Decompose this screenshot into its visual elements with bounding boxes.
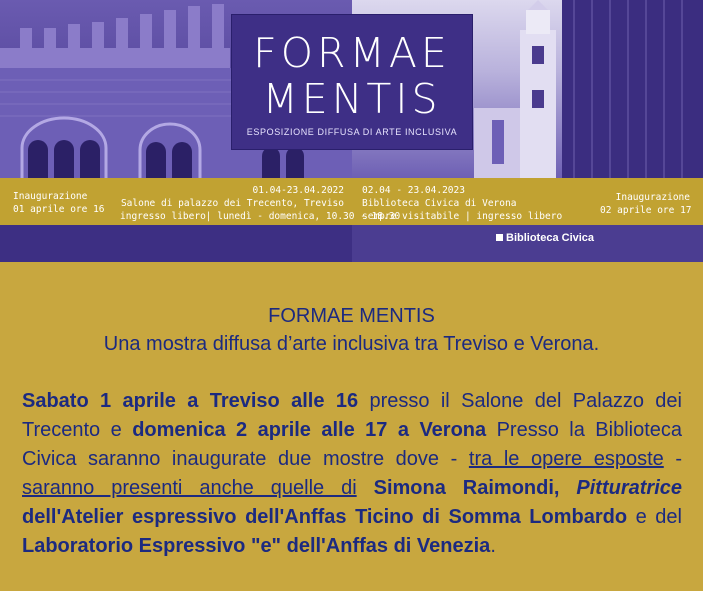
library-sign xyxy=(496,232,594,244)
left-inauguration-label: Inaugurazione xyxy=(13,191,88,202)
verona-venue: Biblioteca Civica di Verona xyxy=(362,198,517,209)
right-inauguration-label: Inaugurazione xyxy=(615,192,690,203)
treviso-hours: ingresso libero| lunedì - domenica, 10.30 - 18.30 xyxy=(120,211,401,222)
para-text-3: - xyxy=(663,448,683,470)
article-title: FORMAE MENTIS xyxy=(268,305,435,327)
title-subtitle: ESPOSIZIONE DIFFUSA DI ARTE INCLUSIVA xyxy=(246,127,458,137)
para-text-1: presso il Salone del Palazzo dei Trecento e xyxy=(22,390,682,441)
atelier-name: dell'Atelier espressivo dell'Anffas Ticino di Somma Lombardo xyxy=(22,506,628,528)
library-sign-text: Biblioteca Civica xyxy=(506,232,595,244)
banner-bottom-left xyxy=(0,225,352,262)
laboratorio-name: Laboratorio Espressivo "e" dell'Anffas di Venezia xyxy=(22,535,491,557)
artist-role: Pitturatrice xyxy=(576,477,682,499)
verona-info xyxy=(362,184,562,223)
para-text-5: e del xyxy=(627,506,682,528)
treviso-venue: Salone di palazzo dei Trecento, Treviso xyxy=(120,198,344,209)
left-inauguration-date: 01 aprile ore 16 xyxy=(13,204,105,215)
verona-hours: sempre visitabile | ingresso libero xyxy=(362,211,563,222)
para-end: . xyxy=(490,535,496,557)
treviso-date-text: Sabato 1 aprile a Treviso alle 16 xyxy=(22,390,359,412)
title-line-2: MENTIS xyxy=(262,75,442,123)
article-subtitle: Una mostra diffusa d’arte inclusiva tra Treviso e Verona. xyxy=(103,333,600,355)
artist-name: Simona Raimondi, xyxy=(373,477,577,499)
right-inauguration-date: 02 aprile ore 17 xyxy=(600,205,692,216)
title-line-1: FORMAE xyxy=(253,29,451,77)
exhibition-title-box xyxy=(231,14,473,150)
article-paragraph xyxy=(22,387,682,561)
underlined-text-1: tra le opere esposte xyxy=(468,448,664,470)
underlined-text-2: saranno presenti anche quelle di xyxy=(22,477,357,499)
left-inauguration xyxy=(13,190,105,216)
right-inauguration xyxy=(600,191,690,217)
library-sign-icon xyxy=(496,234,503,241)
para-text-4 xyxy=(357,477,374,499)
treviso-info xyxy=(120,184,401,223)
treviso-dates: 01.04-23.04.2022 xyxy=(252,185,344,196)
event-banner xyxy=(0,0,703,262)
article-body xyxy=(0,262,703,591)
para-text-2: Presso la Biblioteca Civica saranno inaugurate due mostre dove - xyxy=(22,419,683,470)
verona-date-text: domenica 2 aprile alle 17 a Verona xyxy=(132,419,487,441)
verona-dates: 02.04 - 23.04.2023 xyxy=(362,185,465,196)
